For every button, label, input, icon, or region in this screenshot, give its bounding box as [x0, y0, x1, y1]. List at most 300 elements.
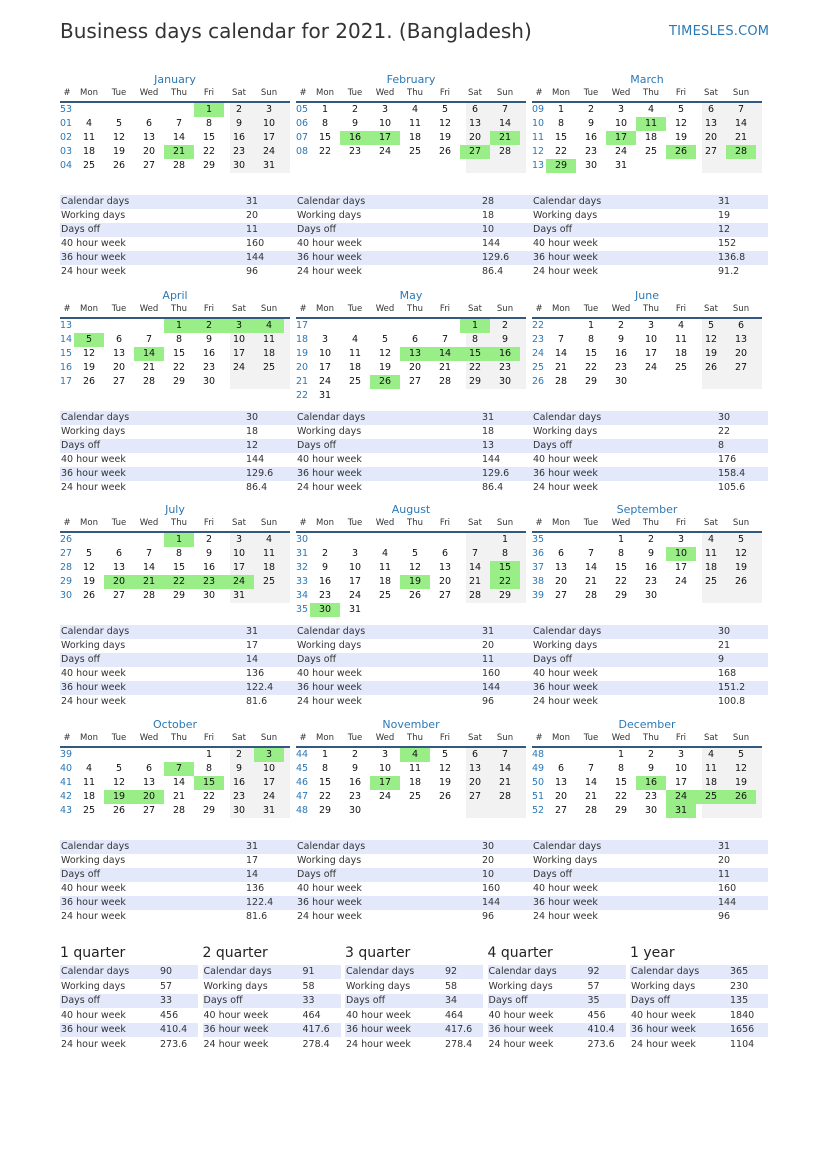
day-cell[interactable]: 6: [115, 334, 123, 345]
day-cell[interactable]: 8: [205, 118, 213, 129]
holiday-cell[interactable]: 1: [164, 319, 194, 333]
day-cell[interactable]: 23: [348, 791, 362, 802]
day-cell[interactable]: 6: [557, 548, 565, 559]
day-cell[interactable]: 27: [112, 376, 126, 387]
day-cell[interactable]: 25: [82, 160, 96, 171]
day-cell[interactable]: 20: [112, 362, 126, 373]
day-cell[interactable]: 31: [614, 160, 628, 171]
day-cell[interactable]: 27: [468, 791, 482, 802]
day-cell[interactable]: 25: [704, 576, 718, 587]
day-cell[interactable]: 30: [644, 590, 658, 601]
day-cell[interactable]: 28: [498, 791, 512, 802]
day-cell[interactable]: 28: [172, 160, 186, 171]
day-cell[interactable]: 29: [614, 590, 628, 601]
day-cell[interactable]: 22: [468, 362, 482, 373]
day-cell[interactable]: 25: [378, 590, 392, 601]
holiday-cell[interactable]: 3: [254, 748, 284, 762]
day-cell[interactable]: 10: [378, 763, 392, 774]
day-cell[interactable]: 7: [557, 334, 565, 345]
day-cell[interactable]: 14: [584, 562, 598, 573]
day-cell[interactable]: 16: [348, 777, 362, 788]
day-cell[interactable]: 1: [557, 104, 565, 115]
day-cell[interactable]: 1: [321, 104, 329, 115]
day-cell[interactable]: 6: [557, 763, 565, 774]
day-cell[interactable]: 6: [471, 749, 479, 760]
day-cell[interactable]: 11: [674, 334, 688, 345]
day-cell[interactable]: 4: [85, 118, 93, 129]
day-cell[interactable]: 4: [265, 534, 273, 545]
day-cell[interactable]: 5: [381, 334, 389, 345]
day-cell[interactable]: 22: [554, 146, 568, 157]
day-cell[interactable]: 29: [202, 160, 216, 171]
day-cell[interactable]: 4: [707, 749, 715, 760]
day-cell[interactable]: 9: [235, 118, 243, 129]
day-cell[interactable]: 20: [704, 132, 718, 143]
day-cell[interactable]: 4: [647, 104, 655, 115]
day-cell[interactable]: 9: [617, 334, 625, 345]
day-cell[interactable]: 25: [262, 362, 276, 373]
day-cell[interactable]: 26: [82, 376, 96, 387]
day-cell[interactable]: 8: [587, 334, 595, 345]
holiday-cell[interactable]: 29: [546, 159, 576, 173]
day-cell[interactable]: 11: [262, 548, 276, 559]
day-cell[interactable]: 16: [584, 132, 598, 143]
holiday-cell[interactable]: 24: [224, 575, 254, 589]
day-cell[interactable]: 30: [232, 805, 246, 816]
day-cell[interactable]: 31: [348, 604, 362, 615]
holiday-cell[interactable]: 1: [194, 103, 224, 117]
day-cell[interactable]: 9: [351, 118, 359, 129]
day-cell[interactable]: 2: [235, 749, 243, 760]
holiday-cell[interactable]: 28: [726, 145, 756, 159]
holiday-cell[interactable]: 27: [460, 145, 490, 159]
day-cell[interactable]: 8: [175, 334, 183, 345]
day-cell[interactable]: 19: [438, 132, 452, 143]
brand-link[interactable]: TIMESLES.COM: [669, 24, 770, 39]
day-cell[interactable]: 22: [318, 791, 332, 802]
day-cell[interactable]: 8: [617, 548, 625, 559]
day-cell[interactable]: 8: [617, 763, 625, 774]
day-cell[interactable]: 2: [351, 749, 359, 760]
day-cell[interactable]: 30: [202, 376, 216, 387]
day-cell[interactable]: 23: [318, 590, 332, 601]
day-cell[interactable]: 15: [172, 348, 186, 359]
day-cell[interactable]: 28: [468, 590, 482, 601]
day-cell[interactable]: 15: [584, 348, 598, 359]
day-cell[interactable]: 3: [321, 334, 329, 345]
day-cell[interactable]: 10: [614, 118, 628, 129]
day-cell[interactable]: 5: [115, 763, 123, 774]
day-cell[interactable]: 21: [498, 777, 512, 788]
day-cell[interactable]: 24: [644, 362, 658, 373]
day-cell[interactable]: 11: [408, 118, 422, 129]
day-cell[interactable]: 11: [82, 132, 96, 143]
day-cell[interactable]: 27: [438, 590, 452, 601]
day-cell[interactable]: 15: [172, 562, 186, 573]
day-cell[interactable]: 23: [644, 791, 658, 802]
day-cell[interactable]: 14: [734, 118, 748, 129]
day-cell[interactable]: 26: [112, 160, 126, 171]
day-cell[interactable]: 26: [82, 590, 96, 601]
day-cell[interactable]: 13: [468, 763, 482, 774]
day-cell[interactable]: 14: [142, 562, 156, 573]
day-cell[interactable]: 16: [202, 348, 216, 359]
day-cell[interactable]: 7: [737, 104, 745, 115]
day-cell[interactable]: 25: [408, 146, 422, 157]
day-cell[interactable]: 15: [614, 562, 628, 573]
holiday-cell[interactable]: 17: [370, 776, 400, 790]
day-cell[interactable]: 16: [202, 562, 216, 573]
day-cell[interactable]: 20: [468, 777, 482, 788]
day-cell[interactable]: 19: [82, 362, 96, 373]
holiday-cell[interactable]: 13: [400, 347, 430, 361]
holiday-cell[interactable]: 17: [606, 131, 636, 145]
day-cell[interactable]: 16: [232, 777, 246, 788]
day-cell[interactable]: 29: [498, 590, 512, 601]
day-cell[interactable]: 29: [584, 376, 598, 387]
day-cell[interactable]: 21: [584, 791, 598, 802]
day-cell[interactable]: 7: [145, 548, 153, 559]
day-cell[interactable]: 15: [202, 132, 216, 143]
day-cell[interactable]: 30: [202, 590, 216, 601]
day-cell[interactable]: 20: [554, 791, 568, 802]
day-cell[interactable]: 8: [501, 548, 509, 559]
day-cell[interactable]: 26: [408, 590, 422, 601]
day-cell[interactable]: 20: [142, 146, 156, 157]
day-cell[interactable]: 16: [318, 576, 332, 587]
holiday-cell[interactable]: 16: [636, 776, 666, 790]
holiday-cell[interactable]: 19: [104, 790, 134, 804]
day-cell[interactable]: 25: [82, 805, 96, 816]
day-cell[interactable]: 13: [704, 118, 718, 129]
day-cell[interactable]: 2: [647, 749, 655, 760]
holiday-cell[interactable]: 17: [370, 131, 400, 145]
day-cell[interactable]: 28: [438, 376, 452, 387]
day-cell[interactable]: 25: [408, 791, 422, 802]
day-cell[interactable]: 26: [438, 791, 452, 802]
day-cell[interactable]: 12: [82, 348, 96, 359]
day-cell[interactable]: 14: [554, 348, 568, 359]
day-cell[interactable]: 26: [704, 362, 718, 373]
day-cell[interactable]: 12: [112, 777, 126, 788]
day-cell[interactable]: 25: [262, 576, 276, 587]
day-cell[interactable]: 7: [501, 749, 509, 760]
day-cell[interactable]: 24: [378, 146, 392, 157]
day-cell[interactable]: 2: [351, 104, 359, 115]
day-cell[interactable]: 13: [734, 334, 748, 345]
day-cell[interactable]: 17: [644, 348, 658, 359]
day-cell[interactable]: 13: [554, 777, 568, 788]
day-cell[interactable]: 3: [617, 104, 625, 115]
holiday-cell[interactable]: 21: [490, 131, 520, 145]
day-cell[interactable]: 7: [145, 334, 153, 345]
day-cell[interactable]: 3: [235, 534, 243, 545]
day-cell[interactable]: 5: [441, 104, 449, 115]
day-cell[interactable]: 29: [202, 805, 216, 816]
day-cell[interactable]: 9: [321, 562, 329, 573]
day-cell[interactable]: 30: [498, 376, 512, 387]
day-cell[interactable]: 26: [112, 805, 126, 816]
day-cell[interactable]: 23: [202, 362, 216, 373]
day-cell[interactable]: 17: [262, 132, 276, 143]
holiday-cell[interactable]: 4: [254, 319, 284, 333]
day-cell[interactable]: 13: [468, 118, 482, 129]
day-cell[interactable]: 2: [647, 534, 655, 545]
day-cell[interactable]: 14: [468, 562, 482, 573]
holiday-cell[interactable]: 21: [164, 145, 194, 159]
day-cell[interactable]: 4: [677, 320, 685, 331]
day-cell[interactable]: 12: [438, 763, 452, 774]
day-cell[interactable]: 2: [587, 104, 595, 115]
day-cell[interactable]: 29: [172, 590, 186, 601]
day-cell[interactable]: 18: [82, 146, 96, 157]
holiday-cell[interactable]: 26: [666, 145, 696, 159]
day-cell[interactable]: 28: [554, 376, 568, 387]
day-cell[interactable]: 7: [471, 548, 479, 559]
day-cell[interactable]: 13: [142, 132, 156, 143]
day-cell[interactable]: 19: [674, 132, 688, 143]
day-cell[interactable]: 22: [318, 146, 332, 157]
day-cell[interactable]: 18: [704, 562, 718, 573]
day-cell[interactable]: 4: [707, 534, 715, 545]
holiday-cell[interactable]: 14: [430, 347, 460, 361]
day-cell[interactable]: 22: [172, 362, 186, 373]
day-cell[interactable]: 19: [112, 146, 126, 157]
day-cell[interactable]: 8: [471, 334, 479, 345]
day-cell[interactable]: 10: [232, 548, 246, 559]
day-cell[interactable]: 9: [501, 334, 509, 345]
day-cell[interactable]: 22: [614, 576, 628, 587]
day-cell[interactable]: 7: [175, 118, 183, 129]
day-cell[interactable]: 3: [677, 749, 685, 760]
day-cell[interactable]: 18: [408, 777, 422, 788]
day-cell[interactable]: 30: [644, 805, 658, 816]
day-cell[interactable]: 6: [145, 118, 153, 129]
day-cell[interactable]: 17: [232, 562, 246, 573]
holiday-cell[interactable]: 16: [340, 131, 370, 145]
holiday-cell[interactable]: 15: [460, 347, 490, 361]
day-cell[interactable]: 12: [112, 132, 126, 143]
day-cell[interactable]: 6: [441, 548, 449, 559]
day-cell[interactable]: 23: [232, 791, 246, 802]
day-cell[interactable]: 20: [438, 576, 452, 587]
day-cell[interactable]: 18: [704, 777, 718, 788]
holiday-cell[interactable]: 16: [490, 347, 520, 361]
day-cell[interactable]: 5: [411, 548, 419, 559]
day-cell[interactable]: 9: [205, 548, 213, 559]
day-cell[interactable]: 24: [378, 791, 392, 802]
day-cell[interactable]: 12: [438, 118, 452, 129]
holiday-cell[interactable]: 1: [164, 533, 194, 547]
day-cell[interactable]: 31: [262, 160, 276, 171]
day-cell[interactable]: 17: [318, 362, 332, 373]
day-cell[interactable]: 9: [205, 334, 213, 345]
holiday-cell[interactable]: 4: [400, 748, 430, 762]
day-cell[interactable]: 17: [674, 777, 688, 788]
holiday-cell[interactable]: 10: [666, 547, 696, 561]
day-cell[interactable]: 1: [321, 749, 329, 760]
day-cell[interactable]: 20: [734, 348, 748, 359]
day-cell[interactable]: 19: [734, 777, 748, 788]
day-cell[interactable]: 10: [262, 763, 276, 774]
day-cell[interactable]: 10: [262, 118, 276, 129]
day-cell[interactable]: 20: [554, 576, 568, 587]
day-cell[interactable]: 9: [647, 763, 655, 774]
day-cell[interactable]: 11: [82, 777, 96, 788]
day-cell[interactable]: 14: [584, 777, 598, 788]
day-cell[interactable]: 16: [614, 348, 628, 359]
day-cell[interactable]: 10: [348, 562, 362, 573]
day-cell[interactable]: 24: [232, 362, 246, 373]
day-cell[interactable]: 7: [441, 334, 449, 345]
day-cell[interactable]: 27: [734, 362, 748, 373]
day-cell[interactable]: 8: [175, 548, 183, 559]
day-cell[interactable]: 27: [142, 805, 156, 816]
day-cell[interactable]: 3: [381, 104, 389, 115]
day-cell[interactable]: 23: [614, 362, 628, 373]
day-cell[interactable]: 6: [115, 548, 123, 559]
day-cell[interactable]: 15: [614, 777, 628, 788]
day-cell[interactable]: 5: [85, 548, 93, 559]
day-cell[interactable]: 21: [584, 576, 598, 587]
day-cell[interactable]: 11: [348, 348, 362, 359]
day-cell[interactable]: 7: [587, 763, 595, 774]
day-cell[interactable]: 18: [82, 791, 96, 802]
day-cell[interactable]: 5: [677, 104, 685, 115]
day-cell[interactable]: 26: [438, 146, 452, 157]
day-cell[interactable]: 27: [554, 590, 568, 601]
day-cell[interactable]: 21: [468, 576, 482, 587]
day-cell[interactable]: 21: [438, 362, 452, 373]
day-cell[interactable]: 4: [351, 334, 359, 345]
day-cell[interactable]: 20: [408, 362, 422, 373]
holiday-cell[interactable]: 1: [460, 319, 490, 333]
day-cell[interactable]: 21: [554, 362, 568, 373]
day-cell[interactable]: 3: [265, 104, 273, 115]
holiday-cell[interactable]: 14: [134, 347, 164, 361]
day-cell[interactable]: 10: [318, 348, 332, 359]
day-cell[interactable]: 15: [318, 777, 332, 788]
day-cell[interactable]: 10: [232, 334, 246, 345]
day-cell[interactable]: 25: [674, 362, 688, 373]
day-cell[interactable]: 1: [617, 534, 625, 545]
day-cell[interactable]: 30: [232, 160, 246, 171]
day-cell[interactable]: 12: [82, 562, 96, 573]
day-cell[interactable]: 2: [617, 320, 625, 331]
day-cell[interactable]: 24: [348, 590, 362, 601]
day-cell[interactable]: 4: [381, 548, 389, 559]
day-cell[interactable]: 15: [318, 132, 332, 143]
day-cell[interactable]: 18: [262, 348, 276, 359]
holiday-cell[interactable]: 15: [490, 561, 520, 575]
day-cell[interactable]: 9: [351, 763, 359, 774]
day-cell[interactable]: 3: [381, 749, 389, 760]
day-cell[interactable]: 23: [232, 146, 246, 157]
day-cell[interactable]: 23: [348, 146, 362, 157]
holiday-cell[interactable]: 19: [400, 575, 430, 589]
day-cell[interactable]: 13: [142, 777, 156, 788]
day-cell[interactable]: 13: [112, 562, 126, 573]
day-cell[interactable]: 8: [321, 118, 329, 129]
day-cell[interactable]: 14: [498, 118, 512, 129]
day-cell[interactable]: 22: [202, 146, 216, 157]
day-cell[interactable]: 9: [587, 118, 595, 129]
day-cell[interactable]: 6: [471, 104, 479, 115]
day-cell[interactable]: 25: [348, 376, 362, 387]
day-cell[interactable]: 29: [614, 805, 628, 816]
day-cell[interactable]: 24: [674, 576, 688, 587]
day-cell[interactable]: 9: [647, 548, 655, 559]
day-cell[interactable]: 27: [554, 805, 568, 816]
day-cell[interactable]: 28: [142, 376, 156, 387]
day-cell[interactable]: 17: [348, 576, 362, 587]
holiday-cell[interactable]: 31: [666, 804, 696, 818]
day-cell[interactable]: 6: [411, 334, 419, 345]
day-cell[interactable]: 5: [115, 118, 123, 129]
day-cell[interactable]: 28: [584, 805, 598, 816]
day-cell[interactable]: 28: [142, 590, 156, 601]
day-cell[interactable]: 23: [644, 576, 658, 587]
day-cell[interactable]: 13: [112, 348, 126, 359]
day-cell[interactable]: 29: [318, 805, 332, 816]
day-cell[interactable]: 30: [614, 376, 628, 387]
day-cell[interactable]: 22: [614, 791, 628, 802]
day-cell[interactable]: 19: [734, 562, 748, 573]
holiday-cell[interactable]: 21: [134, 575, 164, 589]
day-cell[interactable]: 19: [82, 576, 96, 587]
day-cell[interactable]: 5: [707, 320, 715, 331]
day-cell[interactable]: 27: [142, 160, 156, 171]
holiday-cell[interactable]: 22: [490, 575, 520, 589]
holiday-cell[interactable]: 30: [310, 603, 340, 617]
day-cell[interactable]: 1: [205, 749, 213, 760]
day-cell[interactable]: 17: [232, 348, 246, 359]
day-cell[interactable]: 19: [704, 348, 718, 359]
day-cell[interactable]: 27: [408, 376, 422, 387]
day-cell[interactable]: 30: [584, 160, 598, 171]
day-cell[interactable]: 10: [644, 334, 658, 345]
day-cell[interactable]: 28: [498, 146, 512, 157]
day-cell[interactable]: 9: [235, 763, 243, 774]
day-cell[interactable]: 7: [501, 104, 509, 115]
day-cell[interactable]: 13: [438, 562, 452, 573]
day-cell[interactable]: 21: [142, 362, 156, 373]
holiday-cell[interactable]: 15: [194, 776, 224, 790]
day-cell[interactable]: 5: [737, 749, 745, 760]
day-cell[interactable]: 23: [584, 146, 598, 157]
day-cell[interactable]: 4: [85, 763, 93, 774]
day-cell[interactable]: 12: [734, 548, 748, 559]
day-cell[interactable]: 27: [704, 146, 718, 157]
day-cell[interactable]: 1: [501, 534, 509, 545]
day-cell[interactable]: 29: [172, 376, 186, 387]
day-cell[interactable]: 14: [498, 763, 512, 774]
holiday-cell[interactable]: 3: [224, 319, 254, 333]
day-cell[interactable]: 28: [172, 805, 186, 816]
day-cell[interactable]: 20: [468, 132, 482, 143]
holiday-cell[interactable]: 5: [74, 333, 104, 347]
day-cell[interactable]: 3: [351, 548, 359, 559]
day-cell[interactable]: 11: [262, 334, 276, 345]
holiday-cell[interactable]: 23: [194, 575, 224, 589]
day-cell[interactable]: 2: [321, 548, 329, 559]
day-cell[interactable]: 18: [408, 132, 422, 143]
day-cell[interactable]: 31: [262, 805, 276, 816]
day-cell[interactable]: 6: [707, 104, 715, 115]
day-cell[interactable]: 24: [262, 146, 276, 157]
day-cell[interactable]: 14: [172, 132, 186, 143]
day-cell[interactable]: 11: [408, 763, 422, 774]
